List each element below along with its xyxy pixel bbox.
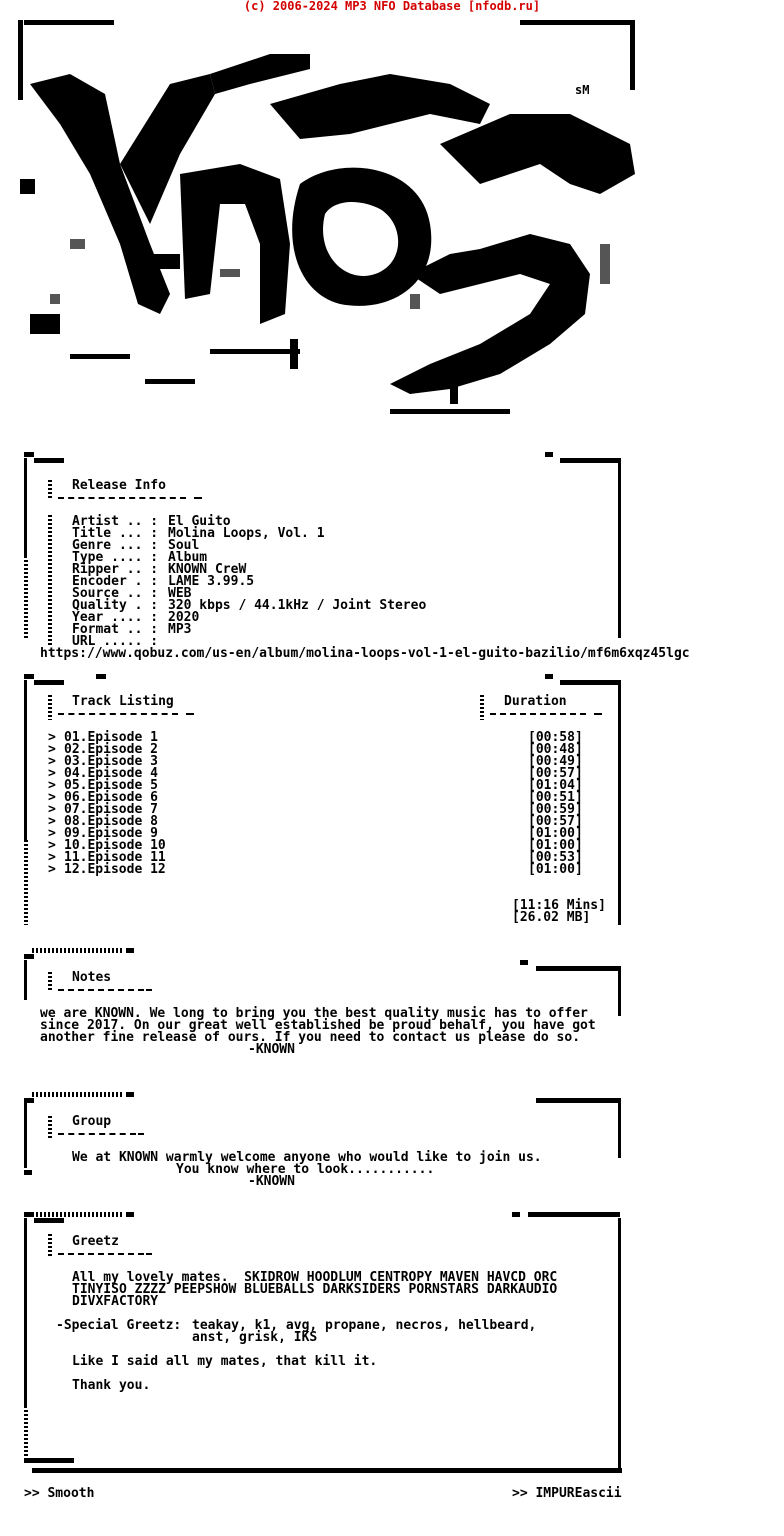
special-greetz-label: -Special Greetz: (56, 1318, 182, 1333)
track-duration: [01:00] (528, 826, 583, 841)
group-line-2: You know where to look........... (176, 1162, 435, 1177)
release-field-label: Ripper .. : (72, 562, 159, 577)
duration-heading: Duration (504, 694, 567, 709)
track-bullet: > (48, 862, 56, 877)
track-duration: [00:57] (528, 814, 583, 829)
track-name: 05.Episode 5 (64, 778, 158, 793)
track-bullet: > (48, 850, 56, 865)
track-duration: [00:57] (528, 766, 583, 781)
track-name: 07.Episode 7 (64, 802, 158, 817)
release-field-label: Artist .. : (72, 514, 159, 529)
greetz-heading: Greetz (72, 1234, 119, 1249)
track-duration: [01:00] (528, 862, 583, 877)
release-field-value: KNOWN CreW (168, 562, 247, 577)
track-name: 04.Episode 4 (64, 766, 158, 781)
total-time: [11:16 Mins] (512, 898, 606, 913)
footer-right: >> IMPUREascii (512, 1486, 622, 1501)
track-name: 06.Episode 6 (64, 790, 158, 805)
release-field-label: Genre ... : (72, 538, 159, 553)
footer-left: >> Smooth (24, 1486, 95, 1501)
track-name: 09.Episode 9 (64, 826, 158, 841)
release-field-label: Year .... : (72, 610, 159, 625)
notes-signature: -KNOWN (248, 1042, 295, 1057)
track-duration: [00:51] (528, 790, 583, 805)
release-field-label: Format .. : (72, 622, 159, 637)
notes-line-2: since 2017. On our great well established be proud behalf, you have got (40, 1018, 596, 1033)
notes-line-3: another fine release of ours. If you need to contact us please do so. (40, 1030, 581, 1045)
release-field-label: Type .... : (72, 550, 159, 565)
release-field-label: Quality . : (72, 598, 159, 613)
track-duration: [00:48] (528, 742, 583, 757)
track-bullet: > (48, 802, 56, 817)
group-heading: Group (72, 1114, 112, 1129)
release-field-label: Source .. : (72, 586, 159, 601)
track-duration: [00:53] (528, 850, 583, 865)
track-bullet: > (48, 838, 56, 853)
track-bullet: > (48, 754, 56, 769)
track-name: 11.Episode 11 (64, 850, 166, 865)
release-field-value: LAME 3.99.5 (168, 574, 255, 589)
release-field-value: 2020 (168, 610, 200, 625)
greetz-closing-1: Like I said all my mates, that kill it. (72, 1354, 378, 1369)
track-duration: [00:49] (528, 754, 583, 769)
release-field-value: 320 kbps / 44.1kHz / Joint Stereo (168, 598, 427, 613)
track-duration: [01:00] (528, 838, 583, 853)
notes-heading: Notes (72, 970, 112, 985)
release-field-value: MP3 (168, 622, 192, 637)
release-field-value: El Guito (168, 514, 231, 529)
release-field-label: Title ... : (72, 526, 159, 541)
track-name: 02.Episode 2 (64, 742, 158, 757)
release-field-label: URL ..... : (72, 634, 159, 649)
greetz-mates-1: All my lovely mates. SKIDROW HOODLUM CENTROPY MAVEN HAVCD ORC (72, 1270, 558, 1285)
track-name: 08.Episode 8 (64, 814, 158, 829)
track-name: 01.Episode 1 (64, 730, 158, 745)
group-signature: -KNOWN (248, 1174, 295, 1189)
release-field-value: WEB (168, 586, 192, 601)
greetz-mates-2: TINYISO ZZZZ PEEPSHOW BLUEBALLS DARKSIDERS PORNSTARS DARKAUDIO (72, 1282, 558, 1297)
track-bullet: > (48, 742, 56, 757)
track-bullet: > (48, 826, 56, 841)
track-bullet: > (48, 790, 56, 805)
track-bullet: > (48, 730, 56, 745)
track-name: 12.Episode 12 (64, 862, 166, 877)
track-bullet: > (48, 814, 56, 829)
notes-line-1: we are KNOWN. We long to bring you the best quality music has to offer (40, 1006, 588, 1021)
greetz-mates-3: DIVXFACTORY (72, 1294, 159, 1309)
release-field-label: Encoder . : (72, 574, 159, 589)
track-duration: [00:58] (528, 730, 583, 745)
known-logo-ascii-art (10, 14, 650, 444)
greetz-closing-2: Thank you. (72, 1378, 151, 1393)
special-greetz-line-2: anst, grisk, IKS (192, 1330, 318, 1345)
release-info-heading: Release Info (72, 478, 166, 493)
track-bullet: > (48, 766, 56, 781)
special-greetz-line-1: teakay, k1, avg, propane, necros, hellbeard, (192, 1318, 537, 1333)
track-bullet: > (48, 778, 56, 793)
release-url: https://www.qobuz.com/us-en/album/molina-loops-vol-1-el-guito-bazilio/mf6m6xqz45lgc (40, 646, 690, 661)
track-duration: [00:59] (528, 802, 583, 817)
group-line-1: We at KNOWN warmly welcome anyone who would like to join us. (72, 1150, 542, 1165)
copyright-header: (c) 2006-2024 MP3 NFO Database [nfodb.ru] (243, 0, 541, 13)
track-name: 03.Episode 3 (64, 754, 158, 769)
release-field-value: Molina Loops, Vol. 1 (168, 526, 325, 541)
track-listing-heading: Track Listing (72, 694, 174, 709)
artist-signature: sM (575, 83, 590, 97)
track-name: 10.Episode 10 (64, 838, 166, 853)
release-field-value: Soul (168, 538, 200, 553)
total-size: [26.02 MB] (512, 910, 591, 925)
release-field-value: Album (168, 550, 208, 565)
track-duration: [01:04] (528, 778, 583, 793)
